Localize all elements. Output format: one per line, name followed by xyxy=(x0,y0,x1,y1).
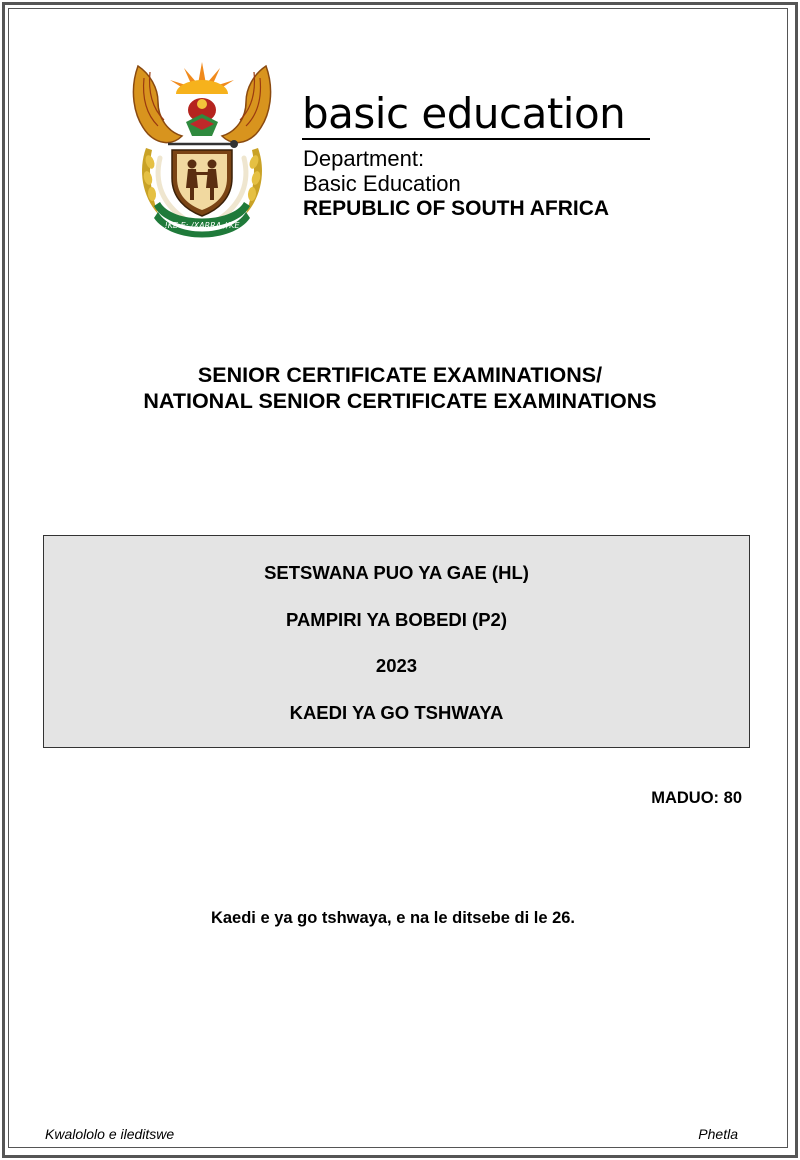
page-count-note: Kaedi e ya go tshwaya, e na le ditsebe di le 26. xyxy=(210,909,576,927)
brand-title: basic education xyxy=(302,89,626,138)
exam-title-line-2: NATIONAL SENIOR CERTIFICATE EXAMINATIONS xyxy=(143,389,657,413)
department-name: Basic Education xyxy=(303,171,461,196)
motto-text: !KE E: /XARRA //KE xyxy=(164,221,240,230)
paper-info-box xyxy=(43,535,750,748)
footer-copyright: Kwalololo e ileditswe xyxy=(45,1126,175,1142)
total-marks: MADUO: 80 xyxy=(651,789,742,807)
brand-rule xyxy=(302,138,650,140)
document-type: KAEDI YA GO TSHWAYA xyxy=(289,702,504,723)
footer-turn-over: Phetla xyxy=(698,1126,738,1142)
department-label: Department: xyxy=(303,146,425,171)
exam-title-line-1: SENIOR CERTIFICATE EXAMINATIONS/ xyxy=(197,363,603,387)
subject-title: SETSWANA PUO YA GAE (HL) xyxy=(264,562,529,583)
paper-number: PAMPIRI YA BOBEDI (P2) xyxy=(285,609,507,630)
country-name: REPUBLIC OF SOUTH AFRICA xyxy=(303,197,610,220)
coat-of-arms-icon xyxy=(128,58,276,240)
exam-year: 2023 xyxy=(375,655,418,676)
